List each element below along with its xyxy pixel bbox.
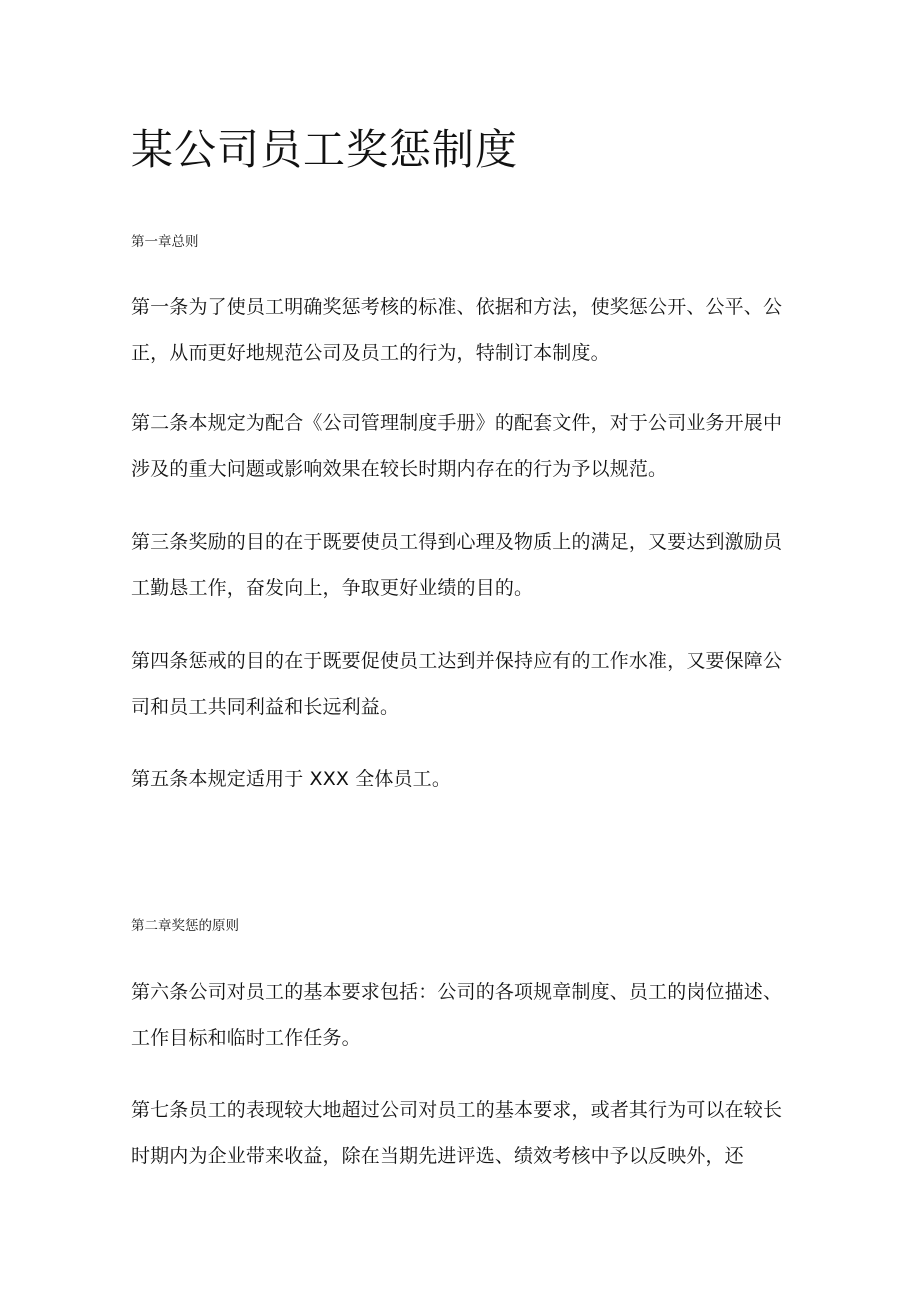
article-1: 第一条为了使员工明确奖惩考核的标准、依据和方法，使奖惩公开、公平、公正，从而更好地规范公司及员工的行为，特制订本制度。 [131, 296, 783, 364]
article-2: 第二条本规定为配合《公司管理制度手册》的配套文件，对于公司业务开展中涉及的重大问题或影响效果在较长时期内存在的行为予以规范。 [131, 412, 783, 480]
article-7: 第七条员工的表现较大地超过公司对员工的基本要求，或者其行为可以在较长时期内为企业带来收益，除在当期先进评选、绩效考核中予以反映外，还 [131, 1099, 783, 1167]
article-3: 第三条奖励的目的在于既要使员工得到心理及物质上的满足，又要达到激励员工勤恳工作，奋发向上，争取更好业绩的目的。 [131, 531, 783, 599]
article-6: 第六条公司对员工的基本要求包括：公司的各项规章制度、员工的岗位描述、工作目标和临时工作任务。 [131, 981, 783, 1049]
article-4: 第四条惩戒的目的在于既要促使员工达到并保持应有的工作水准，又要保障公司和员工共同利益和长远利益。 [131, 650, 783, 718]
chapter-1-heading: 第一章总则 [131, 234, 199, 250]
article-5: 第五条本规定适用于 XXX 全体员工。 [131, 768, 451, 790]
document-title: 某公司员工奖惩制度 [131, 125, 519, 174]
chapter-2-heading: 第二章奖惩的原则 [131, 918, 239, 934]
